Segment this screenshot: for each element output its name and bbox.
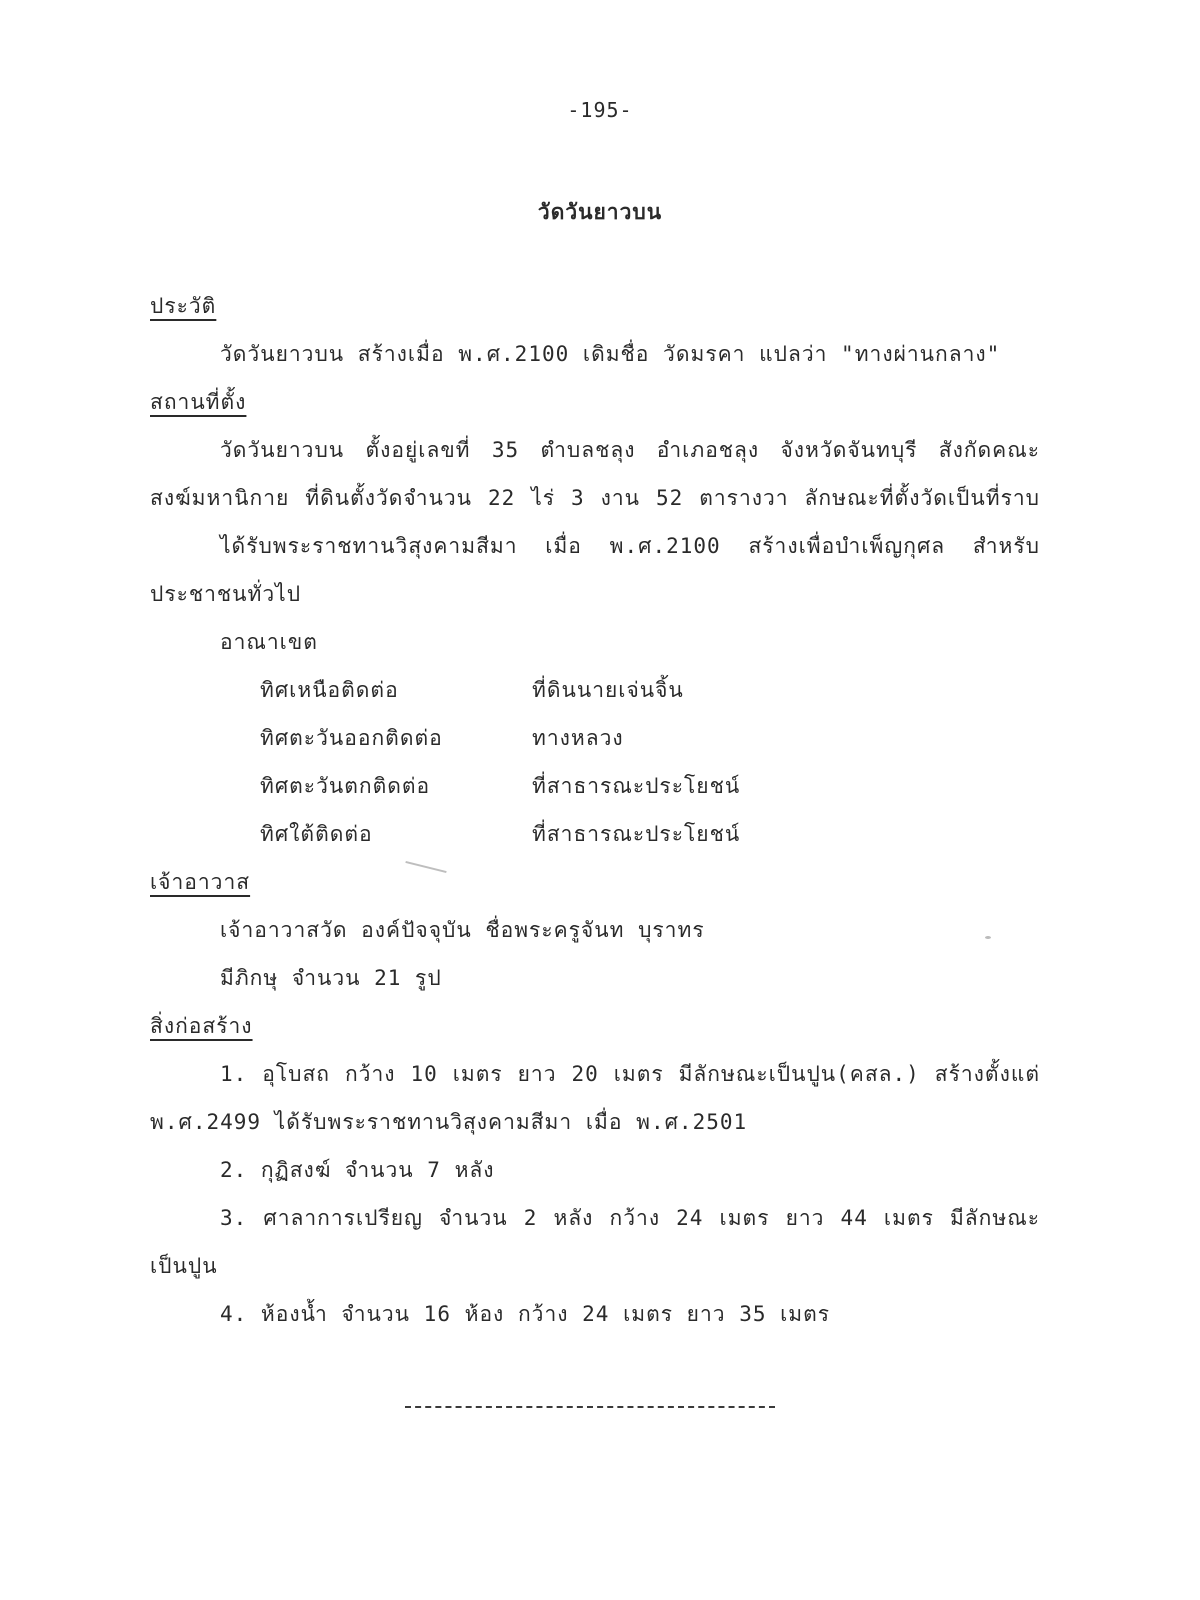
- building-item-3-line-1: 3. ศาลาการเปรียญ จำนวน 2 หลัง กว้าง 24 เมตร ยาว 44 เมตร มีลักษณะ: [220, 1206, 1040, 1230]
- boundary-west-value: ที่สาธารณะประโยชน์: [532, 774, 741, 798]
- history-heading: ประวัติ: [150, 294, 217, 318]
- scan-speck: [985, 936, 991, 939]
- abbot-heading: เจ้าอาวาส: [150, 870, 251, 894]
- boundary-heading: อาณาเขต: [220, 630, 318, 654]
- buildings-heading: สิ่งก่อสร้าง: [150, 1014, 253, 1038]
- building-item-3-line-2: เป็นปูน: [150, 1254, 218, 1278]
- boundary-east-label: ทิศตะวันออกติดต่อ: [260, 726, 443, 750]
- location-line-1: วัดวันยาวบน ตั้งอยู่เลขที่ 35 ตำบลชลุง อำเภอชลุง จังหวัดจันทบุรี สังกัดคณะ: [220, 438, 1040, 462]
- building-item-1-line-1: 1. อุโบสถ กว้าง 10 เมตร ยาว 20 เมตร มีลักษณะเป็นปูน(คสล.) สร้างตั้งแต่: [220, 1062, 1040, 1086]
- boundary-north-value: ที่ดินนายเจ่นจิ้น: [532, 678, 684, 702]
- end-rule: [405, 1406, 775, 1408]
- boundary-south-value: ที่สาธารณะประโยชน์: [532, 822, 741, 846]
- boundary-east-value: ทางหลวง: [532, 726, 624, 750]
- boundary-west-label: ทิศตะวันตกติดต่อ: [260, 774, 431, 798]
- document-title: วัดวันยาวบน: [537, 200, 663, 224]
- building-item-2: 2. กุฏิสงฆ์ จำนวน 7 หลัง: [220, 1158, 495, 1182]
- building-item-4: 4. ห้องน้ำ จำนวน 16 ห้อง กว้าง 24 เมตร ยาว 35 เมตร: [220, 1302, 831, 1326]
- abbot-line-1: เจ้าอาวาสวัด องค์ปัจจุบัน ชื่อพระครูจันท บุราทร: [220, 918, 705, 942]
- history-text: วัดวันยาวบน สร้างเมื่อ พ.ศ.2100 เดิมชื่อ วัดมรคา แปลว่า "ทางผ่านกลาง": [220, 342, 1001, 366]
- location-line-4: ประชาชนทั่วไป: [150, 582, 302, 606]
- page-number: -195-: [567, 98, 633, 122]
- abbot-line-2: มีภิกษุ จำนวน 21 รูป: [220, 966, 442, 990]
- boundary-north-label: ทิศเหนือติดต่อ: [260, 678, 399, 702]
- scan-smudge: [405, 861, 446, 873]
- location-line-3: ได้รับพระราชทานวิสุงคามสีมา เมื่อ พ.ศ.2100 สร้างเพื่อบำเพ็ญกุศล สำหรับ: [220, 534, 1040, 558]
- building-item-1-line-2: พ.ศ.2499 ได้รับพระราชทานวิสุงคามสีมา เมื่อ พ.ศ.2501: [150, 1110, 748, 1134]
- location-line-2: สงฆ์มหานิกาย ที่ดินตั้งวัดจำนวน 22 ไร่ 3 งาน 52 ตารางวา ลักษณะที่ตั้งวัดเป็นที่ราบ: [150, 486, 1040, 510]
- location-heading: สถานที่ตั้ง: [150, 390, 247, 414]
- boundary-south-label: ทิศใต้ติดต่อ: [260, 822, 373, 846]
